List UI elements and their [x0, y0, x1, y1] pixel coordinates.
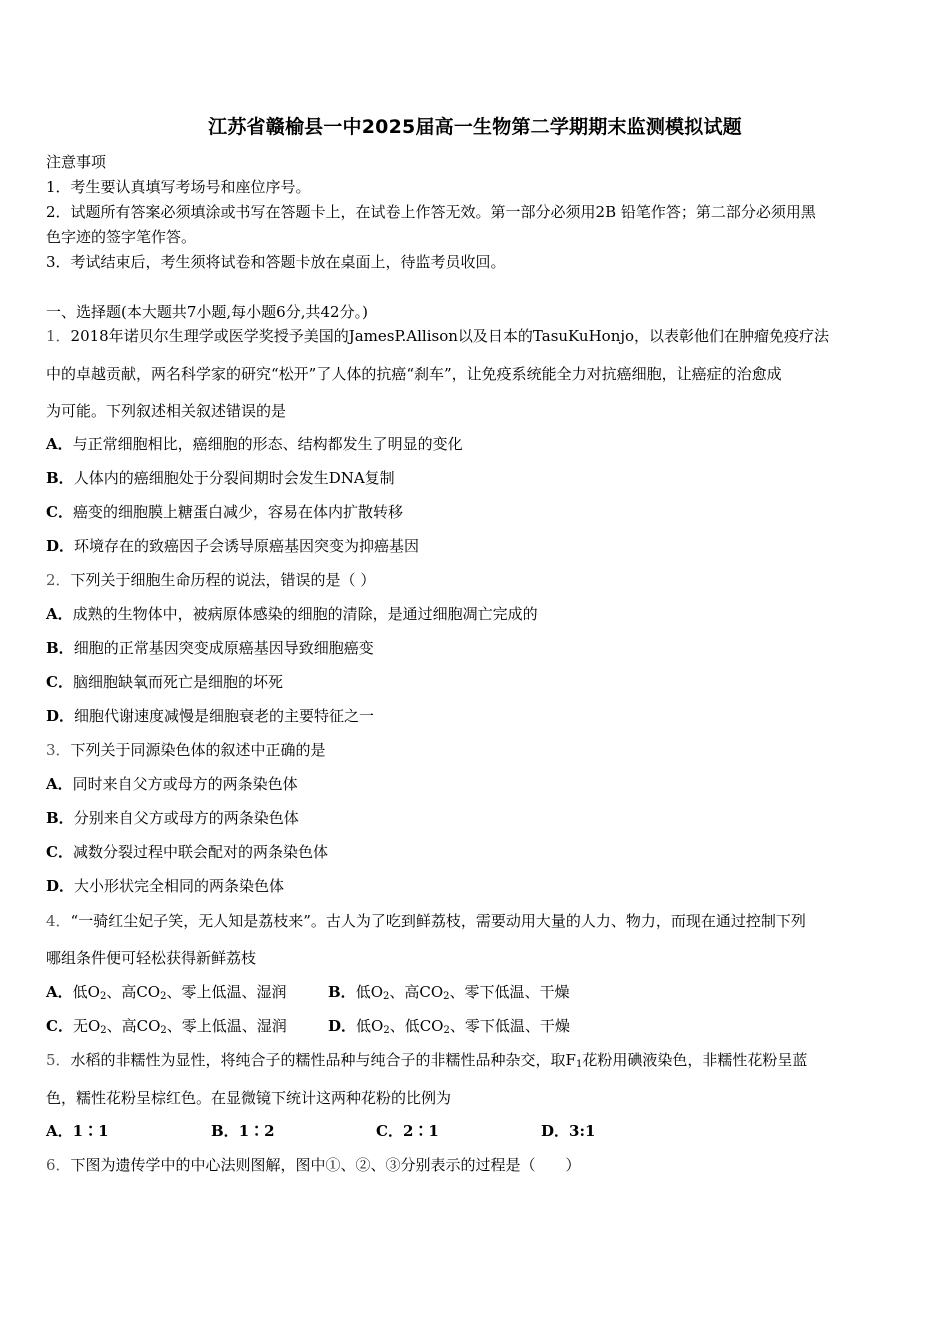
option-d[interactable] [46, 876, 284, 896]
option-text: 1∶2 [238, 1122, 275, 1140]
option-d[interactable] [46, 536, 419, 556]
question-4-stem [46, 911, 806, 931]
question-5-stem-line: 色，糯性花粉呈棕红色。在显微镜下统计这两种花粉的比例为 [46, 1089, 452, 1107]
question-number: 5． [46, 1051, 71, 1069]
subscript: 1 [575, 1059, 583, 1070]
option-text: 细胞的正常基因突变成原癌基因导致细胞癌变 [73, 639, 374, 657]
option-label: B． [46, 639, 74, 657]
option-text: 无O [72, 1017, 101, 1035]
option-c[interactable] [46, 1016, 328, 1036]
notice-heading: 注意事项 [46, 153, 107, 171]
question-3-stem [46, 740, 326, 760]
option-text: 人体内的癌细胞处于分裂间期时会发生DNA复制 [73, 469, 395, 487]
option-label: A． [46, 605, 73, 623]
option-label: B． [328, 983, 356, 1001]
option-label: D． [46, 707, 75, 725]
option-text: 3:1 [569, 1122, 596, 1140]
option-b[interactable] [328, 982, 570, 1002]
option-c[interactable] [376, 1121, 541, 1141]
question-number: 6． [46, 1156, 71, 1174]
option-text: 癌变的细胞膜上糖蛋白减少，容易在体内扩散转移 [72, 503, 403, 521]
option-text: 低O [355, 983, 383, 1001]
notice-item: 1．考生要认真填写考场号和座位序号。 [46, 178, 311, 196]
subscript: 2 [100, 1025, 107, 1036]
question-text: 下图为遗传学中的中心法则图解，图中①、②、③分别表示的过程是（ ） [70, 1156, 581, 1174]
question-6-stem [46, 1155, 581, 1175]
option-c[interactable] [46, 842, 328, 862]
subscript: 2 [383, 1025, 390, 1036]
option-d[interactable] [541, 1121, 595, 1141]
option-text: 大小形状完全相同的两条染色体 [74, 877, 285, 895]
question-5-stem [46, 1050, 807, 1070]
option-b[interactable] [46, 638, 374, 658]
question-number: 3． [46, 741, 71, 759]
option-row [46, 1016, 570, 1036]
option-label: A． [46, 435, 73, 453]
option-row [46, 982, 570, 1002]
notice-item: 2．试题所有答案必须填涂或书写在答题卡上，在试卷上作答无效。第一部分必须用2B 铅笔作答；第二部分必须用黑 [46, 203, 816, 221]
option-label: A． [46, 983, 73, 1001]
option-text: 、零下低温、干燥 [449, 983, 570, 1001]
option-text: 、零下低温、干燥 [449, 1017, 570, 1035]
option-b[interactable] [211, 1121, 376, 1141]
option-a[interactable] [46, 982, 328, 1002]
option-label: D． [46, 537, 75, 555]
option-a[interactable] [46, 1121, 211, 1141]
option-b[interactable] [46, 808, 299, 828]
option-text: 脑细胞缺氧而死亡是细胞的坏死 [72, 673, 283, 691]
option-a[interactable] [46, 604, 538, 624]
question-number: 2． [46, 571, 71, 589]
option-text: 、零上低温、湿润 [166, 983, 287, 1001]
option-label: B． [211, 1122, 239, 1140]
option-label: D． [328, 1017, 357, 1035]
option-text: 减数分裂过程中联会配对的两条染色体 [72, 843, 328, 861]
option-label: C． [376, 1122, 403, 1140]
question-text: 下列关于同源染色体的叙述中正确的是 [70, 741, 326, 759]
option-text: 细胞代谢速度减慢是细胞衰老的主要特征之一 [74, 707, 375, 725]
notice-item: 色字迹的签字笔作答。 [46, 228, 197, 246]
notice-item: 3．考试结束后，考生须将试卷和答题卡放在桌面上，待监考员收回。 [46, 253, 506, 271]
question-2-stem [46, 570, 375, 590]
question-text: “一骑红尘妃子笑，无人知是荔枝来”。古人为了吃到鲜荔枝，需要动用大量的人力、物力，而现在通过控制下列 [70, 912, 806, 930]
option-text: 2∶1 [402, 1122, 439, 1140]
question-1-stem [46, 326, 829, 346]
question-text: 2018年诺贝尔生理学或医学奖授予美国的JamesP.Allison以及日本的TasuKuHonjo，以表彰他们在肿瘤免疫疗法 [70, 327, 830, 345]
subscript: 2 [160, 1025, 167, 1036]
option-text: 、高CO [389, 983, 444, 1001]
option-text: 分别来自父方或母方的两条染色体 [73, 809, 299, 827]
option-text: 、低CO [389, 1017, 444, 1035]
option-a[interactable] [46, 774, 298, 794]
section-heading: 一、选择题(本大题共7小题,每小题6分,共42分。) [46, 303, 368, 321]
option-text: 同时来自父方或母方的两条染色体 [72, 775, 298, 793]
subscript: 2 [383, 991, 390, 1002]
option-label: C． [46, 673, 73, 691]
option-text: 低O [72, 983, 100, 1001]
option-label: A． [46, 1122, 73, 1140]
option-label: B． [46, 809, 74, 827]
page-title: 江苏省赣榆县一中2025届高一生物第二学期期末监测模拟试题 [208, 116, 742, 138]
option-text: 、零上低温、湿润 [166, 1017, 287, 1035]
option-row [46, 1121, 595, 1141]
question-text: 下列关于细胞生命历程的说法，错误的是（ ） [70, 571, 376, 589]
option-label: D． [541, 1122, 570, 1140]
option-a[interactable] [46, 434, 463, 454]
option-text: 成熟的生物体中，被病原体感染的细胞的清除，是通过细胞凋亡完成的 [72, 605, 538, 623]
option-label: B． [46, 469, 74, 487]
option-d[interactable] [328, 1016, 570, 1036]
subscript: 2 [160, 991, 167, 1002]
option-text: 环境存在的致癌因子会诱导原癌基因突变为抑癌基因 [74, 537, 420, 555]
option-text: 与正常细胞相比，癌细胞的形态、结构都发生了明显的变化 [72, 435, 463, 453]
question-number: 4． [46, 912, 71, 930]
option-label: C． [46, 1017, 73, 1035]
subscript: 2 [99, 991, 107, 1002]
question-1-stem-line: 为可能。下列叙述相关叙述错误的是 [46, 402, 287, 420]
option-c[interactable] [46, 672, 283, 692]
option-b[interactable] [46, 468, 395, 488]
option-text: 低O [356, 1017, 384, 1035]
option-label: D． [46, 877, 75, 895]
option-text: 、高CO [106, 983, 161, 1001]
option-label: A． [46, 775, 73, 793]
option-c[interactable] [46, 502, 403, 522]
option-text: 1∶1 [72, 1122, 109, 1140]
question-number: 1． [46, 327, 71, 345]
subscript: 2 [443, 1025, 450, 1036]
option-text: 、高CO [106, 1017, 161, 1035]
option-d[interactable] [46, 706, 374, 726]
option-label: C． [46, 843, 73, 861]
question-text: 水稻的非糯性为显性，将纯合子的糯性品种与纯合子的非糯性品种杂交，取F [70, 1051, 576, 1069]
subscript: 2 [443, 991, 450, 1002]
option-label: C． [46, 503, 73, 521]
question-1-stem-line: 中的卓越贡献，两名科学家的研究“松开”了人体的抗癌“刹车”，让免疫系统能全力对抗癌细胞，让癌症的治愈成 [46, 365, 782, 383]
question-text: 花粉用碘液染色，非糯性花粉呈蓝 [582, 1051, 808, 1069]
question-4-stem-line: 哪组条件便可轻松获得新鲜荔枝 [46, 949, 257, 967]
